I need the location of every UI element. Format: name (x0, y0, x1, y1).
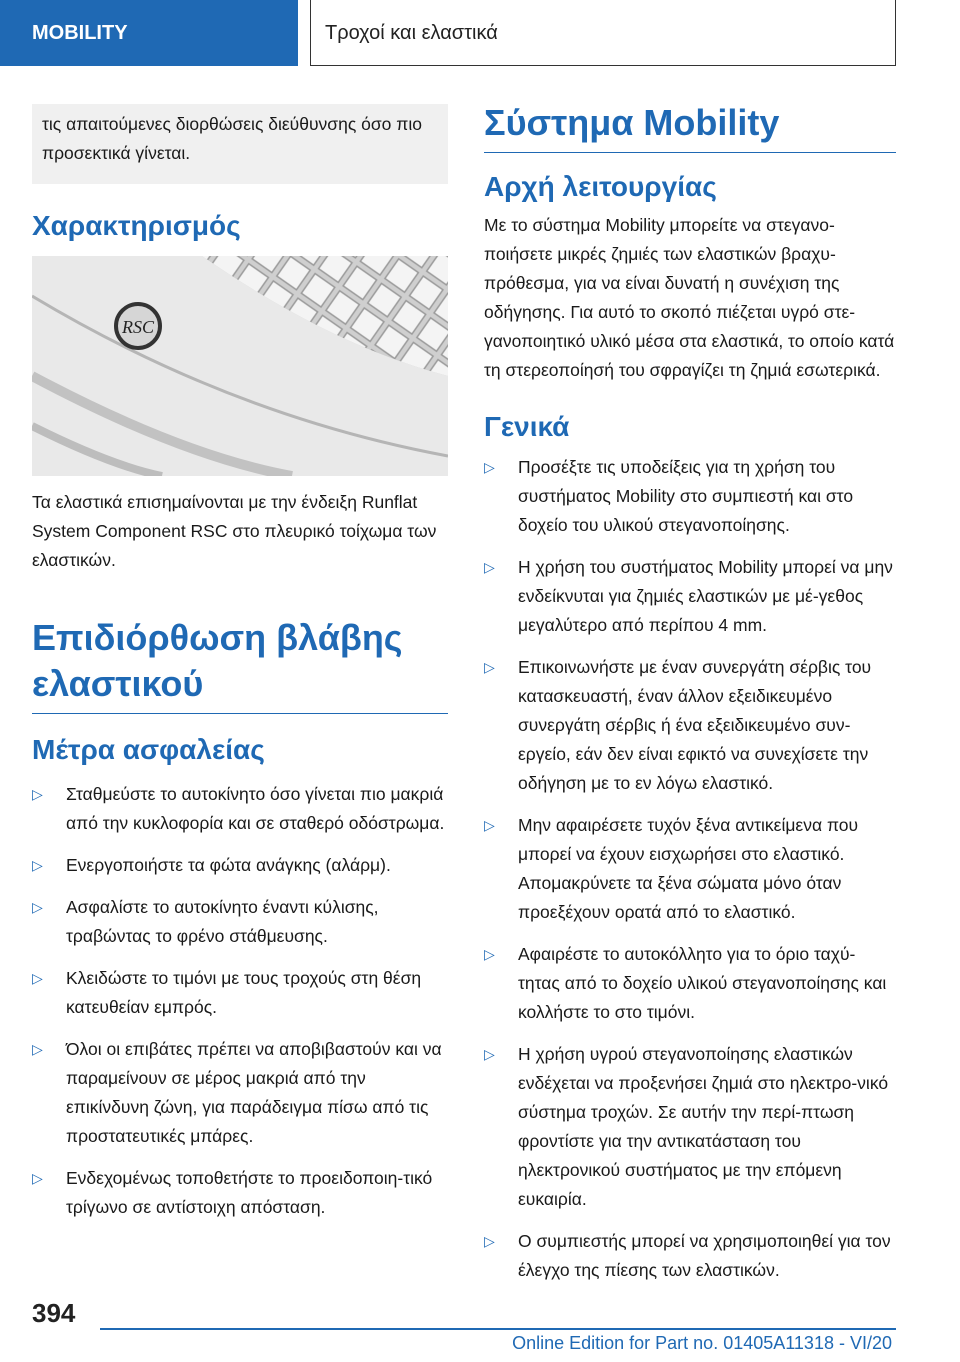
triangle-bullet-icon: ▷ (32, 1170, 43, 1186)
list-item: ▷ Ενεργοποιήστε τα φώτα ανάγκης (αλάρμ). (32, 851, 448, 880)
safety-heading: Μέτρα ασφαλείας (32, 734, 265, 765)
list-item: ▷ Η χρήση υγρού στεγανοποίησης ελαστικών ενδέχεται να προξενήσει ζημιά στο ηλεκτρο-νικό σύστημα τροχών. Σε αυτήν την περί-πτωση φροντίστε για την αντικατάσταση του ηλεκτρονικού συστήματος με την επόμενη ευκαιρία. (484, 1040, 896, 1214)
note-box: τις απαιτούμενες διορθώσεις διεύθυνσης όσο πιο προσεκτικά γίνεται. (32, 104, 448, 184)
safety-list (32, 780, 448, 1222)
right-column (484, 96, 896, 1298)
list-item: ▷ Κλειδώστε το τιμόνι με τους τροχούς στη θέση κατευθείαν εμπρός. (32, 964, 448, 1022)
triangle-bullet-icon: ▷ (484, 459, 495, 475)
repair-heading: Επιδιόρθωση βλάβης ελαστικού (32, 615, 448, 714)
list-item: ▷ Μην αφαιρέσετε τυχόν ξένα αντικείμενα που μπορεί να έχουν εισχωρήσει στο ελαστικό. Απομακρύνετε τα ξένα σώματα μόνο όταν προεξέχουν ορατά από το ελαστικό. (484, 811, 896, 927)
image-caption: Τα ελαστικά επισημαίνονται με την ένδειξη Runflat System Component RSC στο πλευρικό τοίχωμα των ελαστικών. (32, 492, 437, 570)
list-item: ▷ Σταθμεύστε το αυτοκίνητο όσο γίνεται πιο μακριά από την κυκλοφορία και σε σταθερό οδόστρωμα. (32, 780, 448, 838)
triangle-bullet-icon: ▷ (484, 1233, 495, 1249)
list-item: ▷ Ασφαλίστε το αυτοκίνητο έναντι κύλισης, τραβώντας το φρένο στάθμευσης. (32, 893, 448, 951)
triangle-bullet-icon: ▷ (484, 817, 495, 833)
general-heading: Γενικά (484, 411, 570, 442)
svg-text:RSC: RSC (121, 317, 155, 337)
page-number: 394 (32, 1298, 76, 1328)
mobility-system-heading: Σύστημα Mobility (484, 100, 896, 153)
list-item: ▷ Προσέξτε τις υποδείξεις για τη χρήση του συστήματος Mobility στο συμπιεστή και στο δοχείο του υλικού στεγανοποίησης. (484, 453, 896, 540)
tire-illustration (32, 256, 448, 476)
triangle-bullet-icon: ▷ (484, 1046, 495, 1062)
tire-rsc-image (32, 256, 448, 476)
section-tab: MOBILITY (0, 0, 298, 66)
characterization-heading: Χαρακτηρισμός (32, 210, 241, 241)
principle-heading: Αρχή λειτουργίας (484, 171, 717, 202)
triangle-bullet-icon: ▷ (32, 786, 43, 802)
triangle-bullet-icon: ▷ (484, 659, 495, 675)
edition-footer: Online Edition for Part no. 01405A11318 - VI/20 (512, 1333, 892, 1353)
list-item: ▷ Επικοινωνήστε με έναν συνεργάτη σέρβις του κατασκευαστή, έναν άλλον εξειδικευμένο συνεργάτη σέρβις ή ένα εξειδικευμένο συν-εργείο, εάν δεν είναι εφικτό να συνεχίσετε την οδήγηση με το εν λόγω ελαστικό. (484, 653, 896, 798)
triangle-bullet-icon: ▷ (484, 946, 495, 962)
triangle-bullet-icon: ▷ (484, 559, 495, 575)
list-item: ▷ Ενδεχομένως τοποθετήστε το προειδοποιη-τικό τρίγωνο σε αντίστοιχη απόσταση. (32, 1164, 448, 1222)
list-item: ▷ Η χρήση του συστήματος Mobility μπορεί να μην ενδείκνυται για ζημιές ελαστικών με μέ-γεθος μεγαλύτερο από περίπου 4 mm. (484, 553, 896, 640)
list-item: ▷ Όλοι οι επιβάτες πρέπει να αποβιβαστούν και να παραμείνουν σε μέρος μακριά από την επικίνδυνη ζώνη, για παράδειγμα πίσω από τις προστατευτικές μπάρες. (32, 1035, 448, 1151)
list-item: ▷ Αφαιρέστε το αυτοκόλλητο για το όριο ταχύ-τητας από το δοχείο υλικού στεγανοποίησης και κολλήστε το στο τιμόνι. (484, 940, 896, 1027)
page-header (0, 0, 960, 66)
triangle-bullet-icon: ▷ (32, 1041, 43, 1057)
list-item: ▷ Ο συμπιεστής μπορεί να χρησιμοποιηθεί για τον έλεγχο της πίεσης των ελαστικών. (484, 1227, 896, 1285)
triangle-bullet-icon: ▷ (32, 899, 43, 915)
left-column (32, 96, 448, 1235)
triangle-bullet-icon: ▷ (32, 857, 43, 873)
general-list (484, 453, 896, 1285)
principle-text: Με το σύστημα Mobility μπορείτε να στεγανο-ποιήσετε μικρές ζημιές των ελαστικών βραχυ-πρόθεσμα, για να είναι δυνατή η συνέχιση της οδήγησης. Για αυτό το σκοπό πιέζεται υγρό στε-γανοποιητικό υλικό μέσα στα ελαστικά, το οποίο κατά τη στερεοποίησή του σφραγίζει τη ζημιά εσωτερικά. (484, 215, 895, 380)
chapter-title: Τροχοί και ελαστικά (310, 0, 896, 66)
triangle-bullet-icon: ▷ (32, 970, 43, 986)
footer-divider (100, 1328, 896, 1330)
